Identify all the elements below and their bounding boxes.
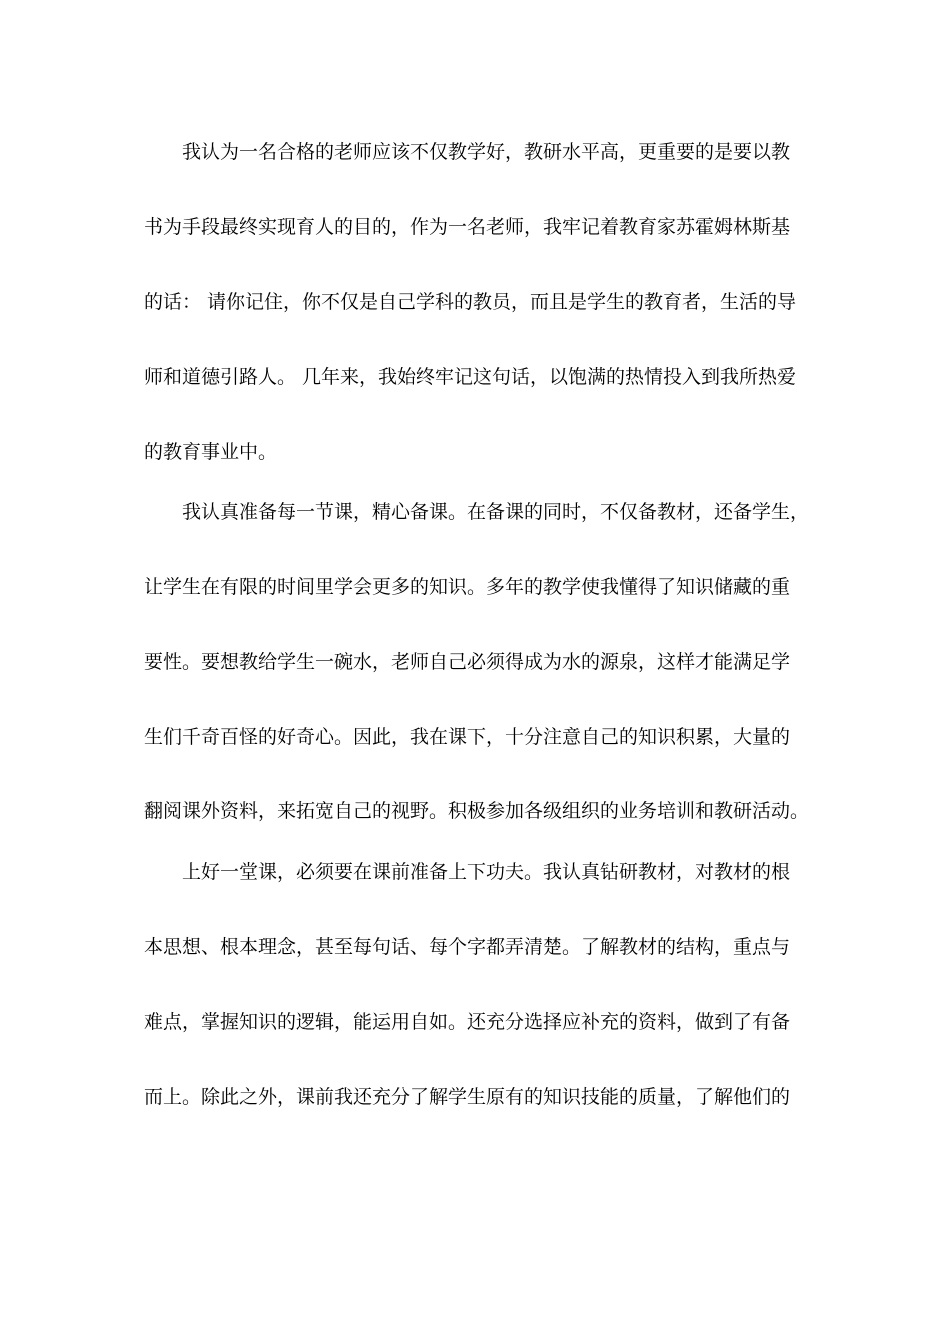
paragraph-2-line-4: 生们千奇百怪的好奇心。因此，我在课下，十分注意自己的知识积累，大量的 — [144, 726, 791, 748]
paragraph-2-line-2: 让学生在有限的时间里学会更多的知识。多年的教学使我懂得了知识储藏的重 — [144, 576, 791, 598]
paragraph-1-line-5: 的教育事业中。 — [144, 441, 278, 463]
paragraph-2-line-3: 要性。要想教给学生一碗水，老师自己必须得成为水的源泉，这样才能满足学 — [144, 651, 791, 673]
paragraph-2-line-1: 我认真准备每一节课，精心备课。在备课的同时，不仅备教材，还备学生， — [182, 501, 810, 523]
paragraph-3-line-3: 难点，掌握知识的逻辑，能运用自如。还充分选择应补充的资料，做到了有备 — [144, 1011, 791, 1033]
paragraph-1-line-2: 书为手段最终实现育人的目的，作为一名老师，我牢记着教育家苏霍姆林斯基 — [144, 216, 791, 238]
paragraph-3-line-2: 本思想、根本理念，甚至每句话、每个字都弄清楚。了解教材的结构，重点与 — [144, 936, 791, 958]
paragraph-2-line-5: 翻阅课外资料，来拓宽自己的视野。积极参加各级组织的业务培训和教研活动。 — [144, 800, 810, 822]
paragraph-1-line-4: 师和道德引路人。 几年来，我始终牢记这句话，以饱满的热情投入到我所热爱 — [144, 366, 797, 388]
paragraph-3-line-4: 而上。除此之外，课前我还充分了解学生原有的知识技能的质量，了解他们的 — [144, 1086, 791, 1108]
paragraph-1-line-3: 的话： 请你记住，你不仅是自己学科的教员，而且是学生的教育者，生活的导 — [144, 291, 797, 313]
paragraph-3-line-1: 上好一堂课，必须要在课前准备上下功夫。我认真钻研教材，对教材的根 — [182, 861, 791, 883]
paragraph-1-line-1: 我认为一名合格的老师应该不仅教学好，教研水平高，更重要的是要以教 — [182, 141, 791, 163]
